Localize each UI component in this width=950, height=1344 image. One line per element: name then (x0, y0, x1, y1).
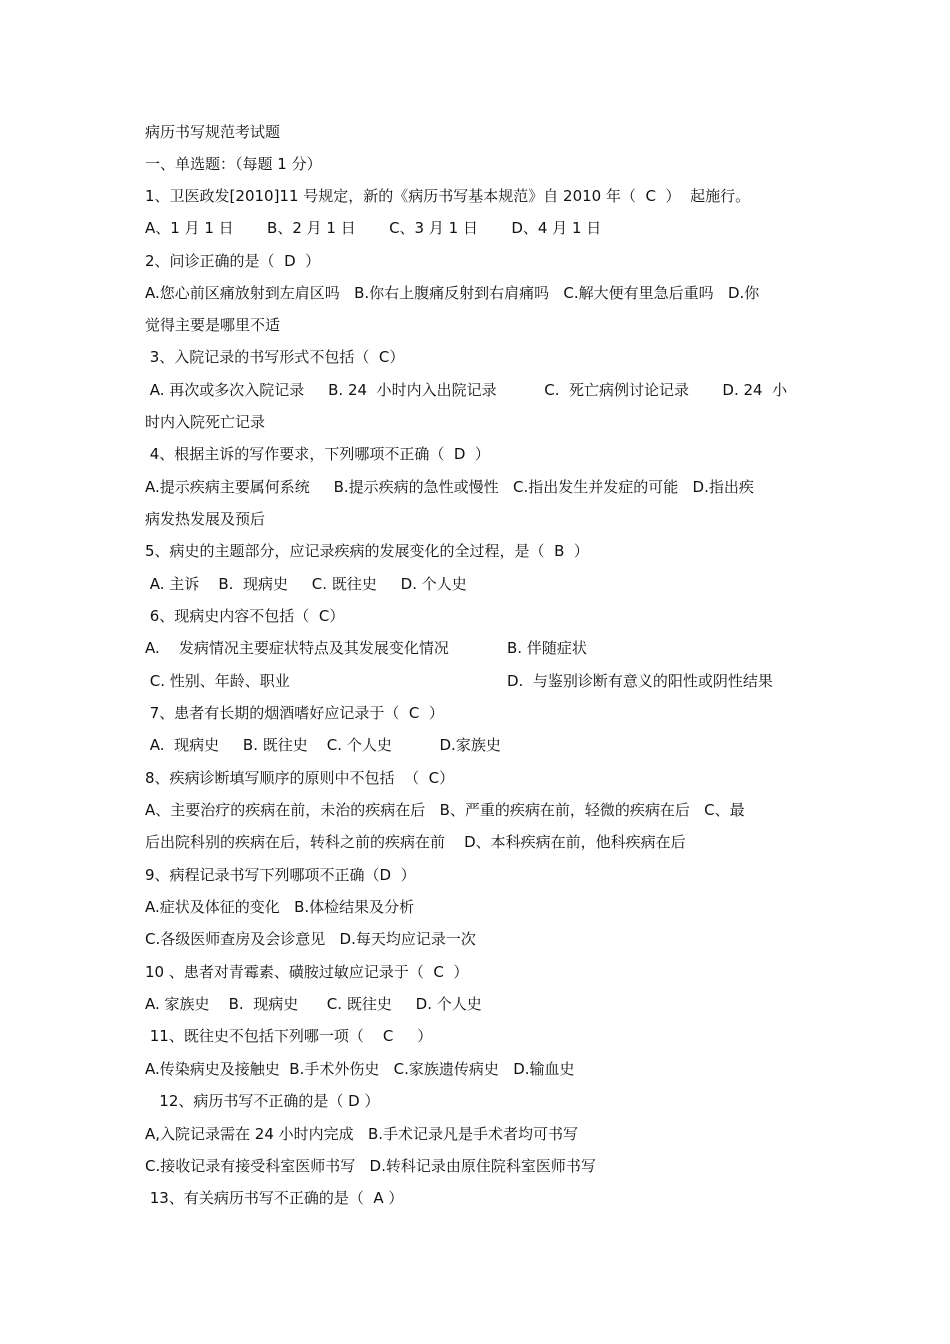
question-2-options-line-1: A.您心前区痛放射到左肩区吗 B.你右上腹痛反射到右肩痛吗 C.解大便有里急后重吗 D.你 (145, 284, 760, 302)
question-7-options: A. 现病史 B. 既往史 C. 个人史 D.家族史 (145, 736, 501, 754)
question-4-options-line-1: A.提示疾病主要属何系统 B.提示疾病的急性或慢性 C.指出发生并发症的可能 D.指出疾 (145, 478, 754, 496)
question-11-options: A.传染病史及接触史 B.手术外伤史 C.家族遗传病史 D.输血史 (145, 1060, 575, 1078)
question-9-options-line-2: C.各级医师查房及会诊意见 D.每天均应记录一次 (145, 930, 476, 948)
question-6-option-c: C. 性别、年龄、职业 (145, 672, 290, 690)
question-5: 5、病史的主题部分，应记录疾病的发展变化的全过程，是（ B ） (145, 542, 589, 560)
question-8-options-line-1: A、主要治疗的疾病在前，未治的疾病在后 B、严重的疾病在前，轻微的疾病在后 C、最 (145, 801, 745, 819)
question-8-options-line-2: 后出院科别的疾病在后，转科之前的疾病在前 D、本科疾病在前，他科疾病在后 (145, 833, 686, 851)
section-heading: 一、单选题：（每题 1 分） (145, 155, 322, 173)
question-3-options-line-1: A. 再次或多次入院记录 B. 24 小时内入出院记录 C. 死亡病例讨论记录 D. 24 小 (145, 381, 788, 399)
question-10: 10 、患者对青霉素、磺胺过敏应记录于（ C ） (145, 963, 469, 981)
question-9-options-line-1: A.症状及体征的变化 B.体检结果及分析 (145, 898, 415, 916)
question-1-options: A、1 月 1 日 B、2 月 1 日 C、3 月 1 日 D、4 月 1 日 (145, 219, 602, 237)
question-6-option-b: B. 伴随症状 (507, 639, 587, 657)
question-6-option-d: D. 与鉴别诊断有意义的阳性或阴性结果 (507, 672, 773, 690)
question-12-options-line-1: A,入院记录需在 24 小时内完成 B.手术记录凡是手术者均可书写 (145, 1125, 579, 1143)
question-6-option-a: A. 发病情况主要症状特点及其发展变化情况 (145, 639, 449, 657)
question-12-options-line-2: C.接收记录有接受科室医师书写 D.转科记录由原住院科室医师书写 (145, 1157, 596, 1175)
question-4: 4、根据主诉的写作要求，下列哪项不正确（ D ） (145, 445, 490, 463)
question-3-options-line-2: 时内入院死亡记录 (145, 413, 266, 431)
question-1: 1、卫医政发[2010]11 号规定，新的《病历书写基本规范》自 2010 年（ C ） 起施行。 (145, 187, 751, 205)
question-10-options: A. 家族史 B. 现病史 C. 既往史 D. 个人史 (145, 995, 482, 1013)
question-12: 12、病历书写不正确的是（ D ） (145, 1092, 380, 1110)
question-4-options-line-2: 病发热发展及预后 (145, 510, 266, 528)
question-3: 3、入院记录的书写形式不包括（ C） (145, 348, 405, 366)
question-7: 7、患者有长期的烟酒嗜好应记录于（ C ） (145, 704, 444, 722)
question-6: 6、现病史内容不包括（ C） (145, 607, 345, 625)
question-13: 13、有关病历书写不正确的是（ A ） (145, 1189, 404, 1207)
document-title: 病历书写规范考试题 (145, 123, 281, 141)
question-9: 9、病程记录书写下列哪项不正确（D ） (145, 866, 416, 884)
question-11: 11、既往史不包括下列哪一项（ C ） (145, 1027, 433, 1045)
question-2-options-line-2: 觉得主要是哪里不适 (145, 316, 281, 334)
question-2: 2、问诊正确的是（ D ） (145, 252, 321, 270)
question-5-options: A. 主诉 B. 现病史 C. 既往史 D. 个人史 (145, 575, 467, 593)
question-8: 8、疾病诊断填写顺序的原则中不包括 （ C） (145, 769, 455, 787)
